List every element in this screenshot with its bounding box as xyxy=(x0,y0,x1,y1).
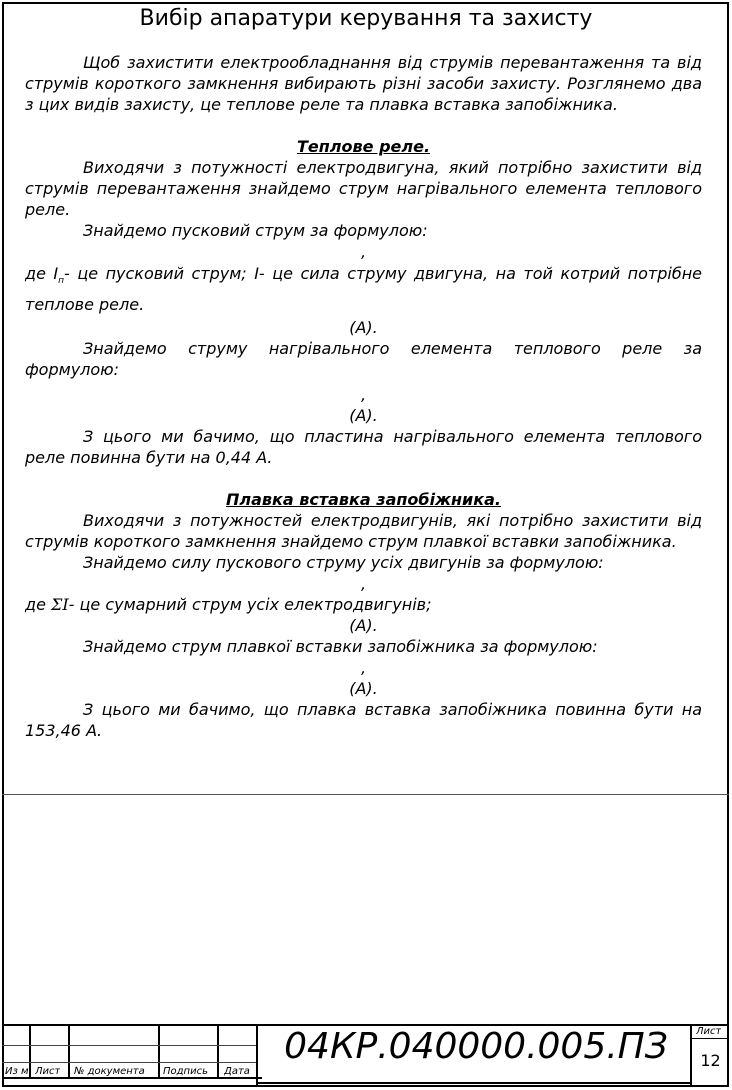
paragraph-fuse-conclusion: З цього ми бачимо, що плавка вставка запобіжника повинна бути на 153,46 А. xyxy=(25,700,702,740)
formula-placeholder: , xyxy=(360,242,367,261)
paragraph-where-ip xyxy=(25,262,702,317)
paragraph-fuse-current: Знайдемо струм плавкої вставки запобіжника за формулою: xyxy=(83,637,598,656)
paragraph-start-current: Знайдемо пусковий струм за формулою: xyxy=(83,221,428,240)
where-ip-text: - це пусковий струм; I- це сила струму двигуна, на той котрий потрібне теплове реле. xyxy=(25,264,702,314)
label-date: Дата xyxy=(224,1066,250,1077)
paragraph-total-start-current: Знайдемо силу пускового струму усіх двигунів за формулою: xyxy=(83,553,604,572)
formula-result-unit: (А). xyxy=(349,318,378,337)
label-list: Лист xyxy=(35,1066,61,1077)
page-title: Вибір апаратури керування та захисту xyxy=(139,6,593,31)
formula-placeholder: , xyxy=(360,574,367,593)
label-izm: Из м xyxy=(5,1067,29,1077)
heading-thermal-relay: Теплове реле. xyxy=(296,137,431,156)
paragraph-heater-current: Знайдемо струму нагрівального елемента теплового реле за формулою: xyxy=(25,339,702,379)
document-body xyxy=(25,52,702,741)
formula-result-unit: (А). xyxy=(349,679,378,698)
paragraph-relay-purpose: Виходячи з потужності електродвигуна, який потрібно захистити від струмів перевантаження знайдемо струм нагрівального елемента теплового реле. xyxy=(25,158,702,219)
paragraph-fuse-purpose: Виходячи з потужностей електродвигунів, які потрібно захистити від струмів короткого замкнення знайдемо струм плавкої вставки запобіжника. xyxy=(25,511,702,551)
paragraph-relay-conclusion: З цього ми бачимо, що пластина нагрівального елемента теплового реле повинна бути на 0,44 А. xyxy=(25,427,702,467)
where-ip-prefix: де I xyxy=(25,264,59,283)
title-block xyxy=(2,1024,729,1087)
formula-result-unit: (А). xyxy=(349,616,378,635)
section-divider xyxy=(2,794,729,795)
formula-placeholder: , xyxy=(360,658,367,677)
label-signature: Подпись xyxy=(163,1066,208,1077)
sigma-symbol: ΣI xyxy=(51,595,69,614)
paragraph-where-sigma xyxy=(25,594,702,615)
formula-placeholder: , xyxy=(360,385,367,404)
where-sigma-prefix: де xyxy=(25,595,51,614)
paragraph-intro: Щоб захистити електрообладнання від струмів перевантаження та від струмів короткого замкнення вибирають різні засоби захисту. Розглянемо два з цих видів захисту, це теплове реле та плавка вставка запобіжника. xyxy=(25,53,702,114)
where-sigma-text: - це сумарний струм усіх електродвигунів; xyxy=(68,595,432,614)
subscript-n: п xyxy=(58,276,65,286)
heading-fuse: Плавка вставка запобіжника. xyxy=(225,490,501,509)
document-code: 04КР.040000.005.ПЗ xyxy=(284,1026,668,1067)
sheet-number: 12 xyxy=(700,1051,721,1070)
label-doc-number: № документа xyxy=(74,1066,145,1077)
label-sheet: Лист xyxy=(696,1026,722,1037)
formula-result-unit: (А). xyxy=(349,406,378,425)
